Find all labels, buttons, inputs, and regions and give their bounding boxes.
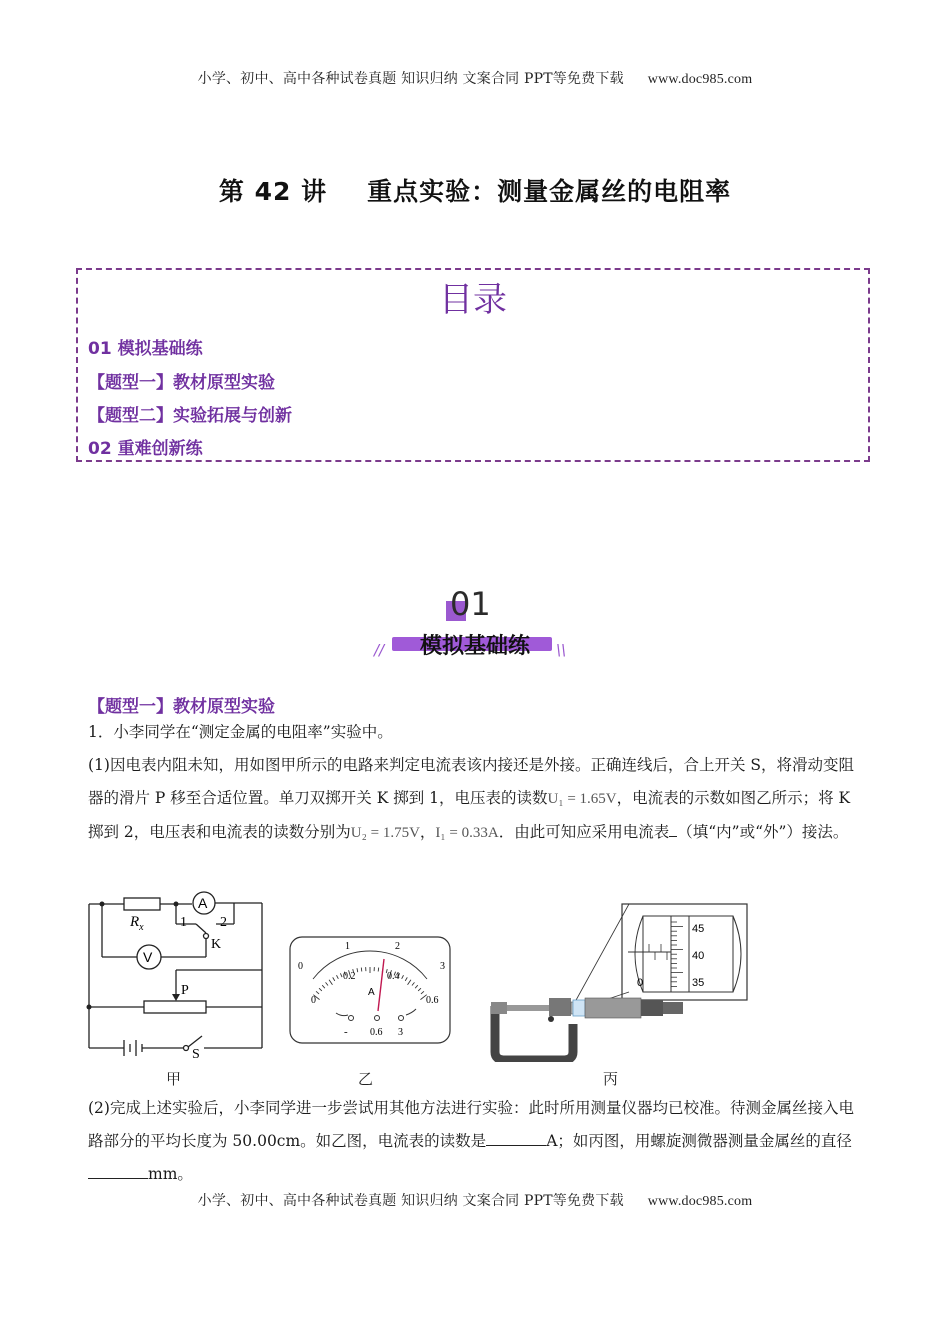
part-one-text-a: (1)因电表内阻未知，用如图甲所示的电路来判定电流表该内接还是外接。正确连线后，合上开关 S，将滑动变阻器的滑片 P 移至合适位置。单刀双掷开关 K 掷到 1，电压表的读数 [88, 756, 855, 807]
thimble-tick-45: 45 [692, 923, 705, 935]
toc-item-advanced[interactable]: 02 重难创新练 [88, 439, 203, 459]
terminal-0-6: 0.6 [370, 1027, 383, 1038]
toc-item-type-two[interactable]: 【题型二】实验拓展与创新 [88, 406, 292, 426]
answer-blank-current[interactable] [486, 1130, 546, 1146]
page-footer [0, 1190, 950, 1210]
sleeve-zero-label: 0 [637, 977, 644, 989]
question-part-one [88, 749, 868, 850]
table-of-contents [76, 268, 870, 462]
section-left-mark: // [374, 641, 385, 659]
meter-unit: A [368, 987, 375, 998]
top-tick-0: 0 [298, 961, 303, 972]
switch-s-label: S [192, 1047, 200, 1058]
part-one-text-b: ，电流表的示数如图乙所示；将 K 掷到 2，电压表和电流表的读数分别为 [88, 789, 851, 841]
slider-p-label: P [181, 983, 189, 998]
ammeter-label: A [198, 895, 208, 911]
switch-position-1: 1 [180, 915, 187, 930]
footer-url[interactable]: www.doc985.com [647, 1194, 753, 1209]
header-url[interactable]: www.doc985.com [647, 72, 753, 87]
u1-value: U₁ = 1.65V [547, 791, 617, 807]
lecture-number: 第 42 讲 [218, 177, 328, 206]
header-text: 小学、初中、高中各种试卷真题 知识归纳 文案合同 PPT等免费下载 [197, 71, 624, 87]
part-two-text-b: A；如丙图，用螺旋测微器测量金属丝的直径 [546, 1132, 852, 1150]
figure-meter-label: 乙 [358, 1070, 374, 1088]
part-one-text-d: （填“内”或“外”）接法。 [677, 823, 849, 841]
figure-micrometer-label: 丙 [603, 1070, 619, 1088]
lecture-topic: 重点实验：测量金属丝的电阻率 [367, 177, 732, 206]
part-two-text-c: mm。 [148, 1165, 193, 1183]
figure-circuit-label: 甲 [166, 1070, 182, 1088]
switch-k-label: K [211, 937, 222, 952]
u2-value: U₂ = 1.75V [350, 825, 420, 841]
part-two-text-a: (2)完成上述实验后，小李同学进一步尝试用其他方法进行实验：此时所用测量仪器均已校准。待测金属丝接入电路部分的平均长度为 50.00cm。如乙图，电流表的读数是 [88, 1099, 854, 1150]
section-name: 模拟基础练 [419, 634, 530, 659]
terminal-3: 3 [398, 1027, 403, 1038]
section-right-mark: \\ [556, 641, 567, 659]
rx-resistor [124, 898, 160, 910]
ammeter-dial [288, 935, 453, 1045]
thimble-tick-35: 35 [692, 977, 705, 989]
i1-value: I₁ = 0.33A [435, 825, 499, 841]
terminal-negative: - [344, 1026, 348, 1038]
answer-blank-diameter[interactable] [88, 1163, 148, 1179]
voltmeter-label: V [143, 949, 153, 965]
bottom-tick-3: 0.6 [426, 995, 439, 1006]
part-one-text-c: ．由此可知应采用电流表 [498, 823, 670, 841]
bottom-tick-2: 0.4 [387, 971, 400, 982]
page-header [0, 68, 950, 88]
question-type-heading: 【题型一】教材原型实验 [88, 697, 275, 717]
rx-label: $R_x$ [130, 914, 144, 933]
top-tick-3: 3 [440, 961, 445, 972]
switch-position-2: 2 [220, 915, 227, 930]
value-separator: ， [419, 823, 436, 841]
bottom-tick-1: 0.2 [343, 971, 356, 982]
question-part-two [88, 1092, 868, 1191]
top-tick-2: 2 [395, 941, 400, 952]
circuit-diagram [84, 890, 269, 1058]
rheostat [144, 1001, 206, 1013]
section-number: 01 [450, 585, 491, 623]
toc-heading: 目录 [439, 280, 507, 320]
top-tick-1: 1 [345, 941, 350, 952]
micrometer-figure [485, 902, 750, 1062]
question-intro: 1．小李同学在“测定金属的电阻率”实验中。 [88, 723, 393, 741]
page-title [0, 172, 950, 208]
toc-item-basic[interactable]: 01 模拟基础练 [88, 339, 203, 359]
thimble-tick-40: 40 [692, 950, 705, 962]
toc-item-type-one[interactable]: 【题型一】教材原型实验 [88, 373, 275, 393]
footer-text: 小学、初中、高中各种试卷真题 知识归纳 文案合同 PPT等免费下载 [197, 1193, 624, 1209]
bottom-tick-0: 0 [311, 995, 316, 1006]
section-banner [370, 585, 580, 665]
